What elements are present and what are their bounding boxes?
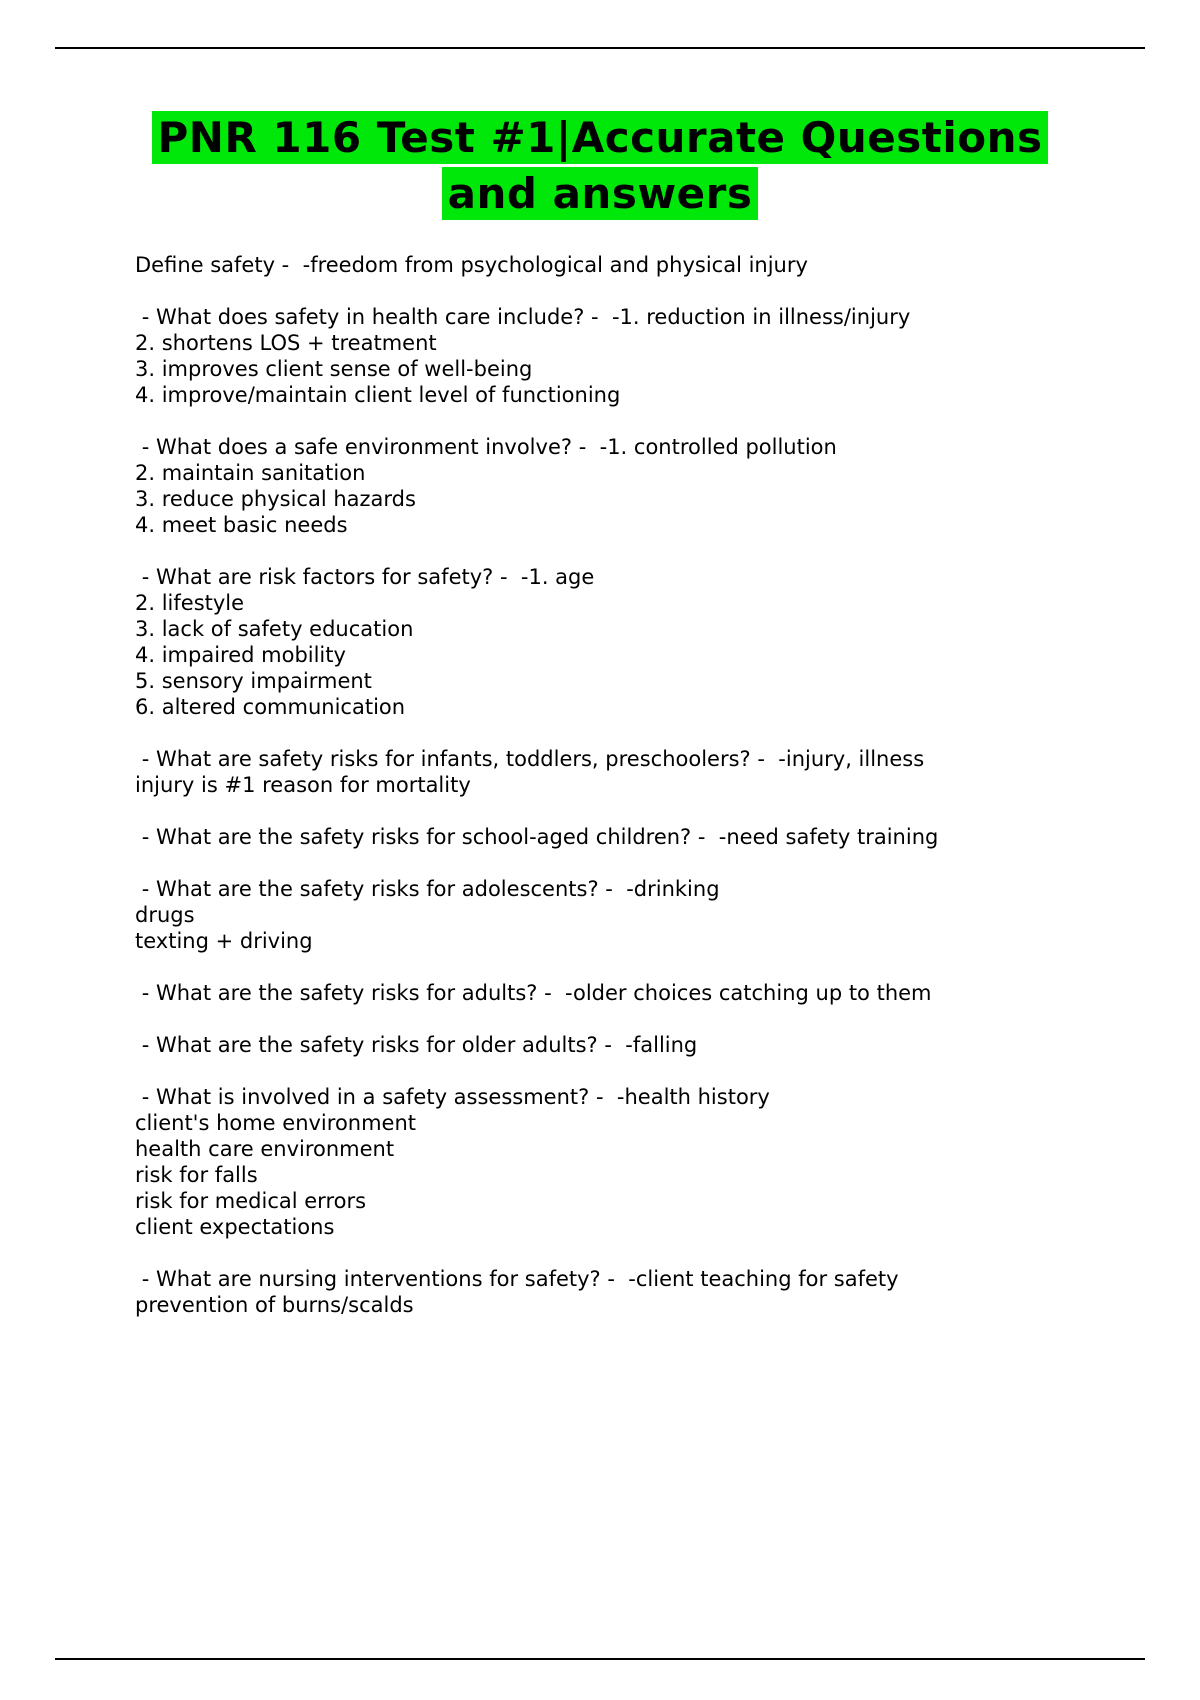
text-line: health care environment <box>135 1137 395 1161</box>
text-line: 4. meet basic needs <box>135 513 348 537</box>
top-rule <box>55 47 1145 49</box>
text-line: prevention of burns/scalds <box>135 1293 414 1317</box>
text-line: 3. improves client sense of well-being <box>135 357 533 381</box>
text-line: 5. sensory impairment <box>135 669 372 693</box>
qa-block <box>135 1084 1140 1240</box>
text-line: Define safety - -freedom from psychological and physical injury <box>135 253 808 277</box>
text-line: 4. improve/maintain client level of functioning <box>135 383 621 407</box>
text-line: drugs <box>135 903 195 927</box>
page-title-line-2: and answers <box>442 167 759 220</box>
page-title <box>100 110 1100 222</box>
document-body <box>135 252 1140 1344</box>
text-line: risk for falls <box>135 1163 258 1187</box>
text-line: 6. altered communication <box>135 695 406 719</box>
qa-block <box>135 876 1140 954</box>
text-line: client expectations <box>135 1215 335 1239</box>
text-line: - What are nursing interventions for safety? - -client teaching for safety <box>135 1267 899 1291</box>
text-line: 3. reduce physical hazards <box>135 487 416 511</box>
qa-block <box>135 1032 1140 1058</box>
qa-block <box>135 980 1140 1006</box>
text-line: 3. lack of safety education <box>135 617 414 641</box>
text-line: 2. maintain sanitation <box>135 461 366 485</box>
text-line: 2. lifestyle <box>135 591 245 615</box>
text-line: 2. shortens LOS + treatment <box>135 331 437 355</box>
qa-block <box>135 1266 1140 1318</box>
text-line: - What are the safety risks for older adults? - -falling <box>135 1033 698 1057</box>
text-line: 4. impaired mobility <box>135 643 346 667</box>
text-line: - What does a safe environment involve? - -1. controlled pollution <box>135 435 837 459</box>
qa-block <box>135 746 1140 798</box>
page-title-line-1: PNR 116 Test #1|Accurate Questions <box>152 111 1049 164</box>
qa-block <box>135 564 1140 720</box>
text-line: - What are risk factors for safety? - -1. age <box>135 565 595 589</box>
text-line: texting + driving <box>135 929 313 953</box>
text-line: - What are safety risks for infants, toddlers, preschoolers? - -injury, illness <box>135 747 925 771</box>
text-line: - What are the safety risks for adults? - -older choices catching up to them <box>135 981 932 1005</box>
text-line: client's home environment <box>135 1111 417 1135</box>
qa-block <box>135 304 1140 408</box>
qa-block <box>135 434 1140 538</box>
text-line: - What does safety in health care include? - -1. reduction in illness/injury <box>135 305 911 329</box>
text-line: injury is #1 reason for mortality <box>135 773 471 797</box>
text-line: - What are the safety risks for adolescents? - -drinking <box>135 877 720 901</box>
bottom-rule <box>55 1658 1145 1660</box>
text-line: - What is involved in a safety assessment? - -health history <box>135 1085 770 1109</box>
qa-block <box>135 824 1140 850</box>
text-line: - What are the safety risks for school-aged children? - -need safety training <box>135 825 939 849</box>
qa-block <box>135 252 1140 278</box>
text-line: risk for medical errors <box>135 1189 367 1213</box>
